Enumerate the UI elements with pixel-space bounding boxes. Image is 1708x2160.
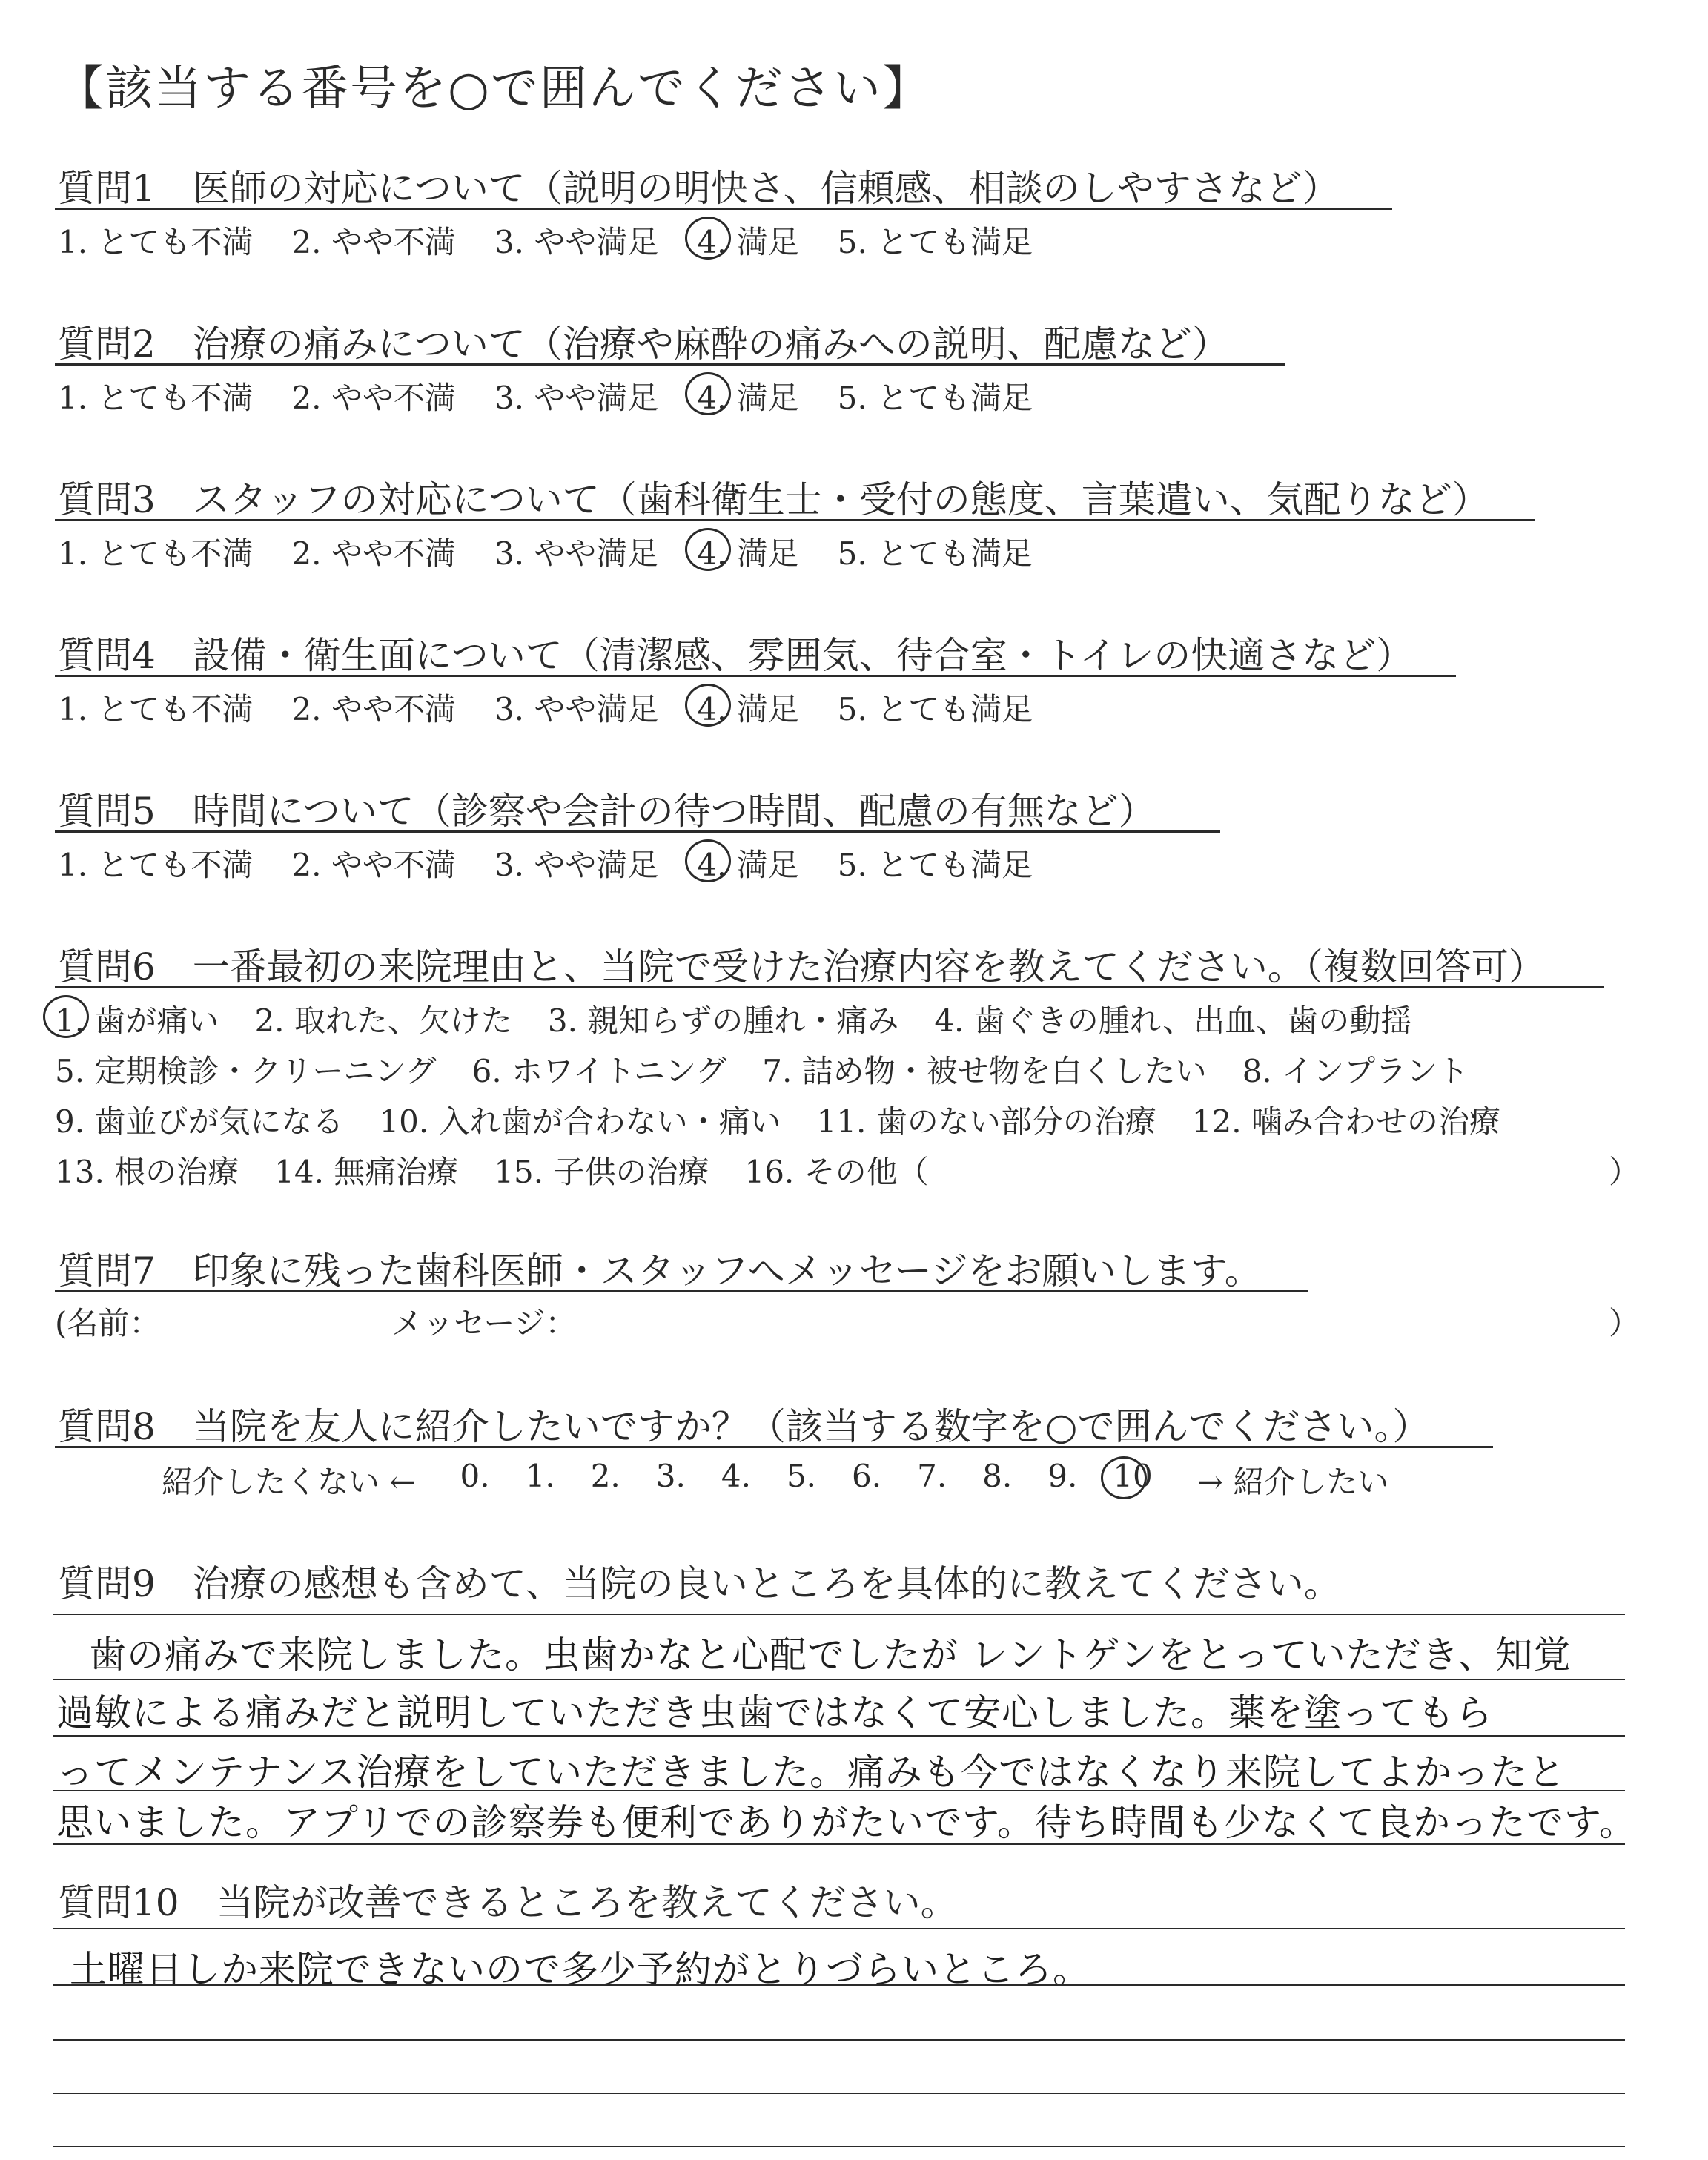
- q1-option-3[interactable]: 3. やや満足: [494, 224, 659, 260]
- q2-option-5[interactable]: 5. とても満足: [837, 380, 1033, 416]
- q8-underline: [55, 1446, 1493, 1448]
- q6-option-6[interactable]: 6. ホワイトニング: [471, 1053, 727, 1089]
- q8-score-1[interactable]: 1.: [525, 1458, 555, 1494]
- q6-option-13[interactable]: 13. 根の治療: [55, 1154, 239, 1190]
- q8-title: 質問8 当院を友人に紹介したいですか？（該当する数字を○で囲んでください。）: [58, 1405, 1430, 1448]
- q6-row-3: [55, 1097, 1536, 1142]
- q10-title: 質問10 当院が改善できるところを教えてください。: [58, 1881, 958, 1924]
- q2-option-4-selected[interactable]: 4. 満足: [697, 374, 798, 418]
- q9-answer-line-1: 歯の痛みで来院しました。虫歯かなと心配でしたが レントゲンをとっていただき、知覚: [89, 1634, 1572, 1677]
- q4-underline: [55, 675, 1456, 677]
- q6-row-1: [55, 997, 1447, 1041]
- q8-score-0[interactable]: 0.: [460, 1458, 490, 1494]
- q9-answer-line-4: 思いました。アプリでの診察券も便利でありがたいです。待ち時間も少なくて良かったです。: [56, 1801, 1637, 1844]
- q8-left-label: 紹介したくない ←: [162, 1464, 416, 1500]
- q3-title: 質問3 スタッフの対応について（歯科衛生士・受付の態度、言葉遣い、気配りなど）: [58, 478, 1489, 521]
- q5-option-1[interactable]: 1. とても不満: [58, 847, 254, 883]
- q10-answer-line-1: 土曜日しか来院できないので多少予約がとりづらいところ。: [70, 1948, 1090, 1991]
- q6-other-close: ）: [1609, 1154, 1641, 1190]
- q3-option-2[interactable]: 2. やや不満: [291, 535, 456, 572]
- q8-score-6[interactable]: 6.: [852, 1458, 882, 1494]
- q3-option-4-selected[interactable]: 4. 満足: [697, 529, 798, 574]
- q8-score-5[interactable]: 5.: [786, 1458, 817, 1494]
- q5-options: [58, 841, 1071, 885]
- q10-line-1: [53, 1984, 1625, 1986]
- q1-underline: [55, 208, 1392, 210]
- q5-option-4-selected[interactable]: 4. 満足: [697, 841, 798, 885]
- q6-underline: [55, 986, 1604, 988]
- q10-line-top: [53, 1928, 1625, 1929]
- q8-right-label: → 紹介したい: [1196, 1464, 1389, 1500]
- q1-option-5[interactable]: 5. とても満足: [837, 224, 1033, 260]
- q7-title: 質問7 印象に残った歯科医師・スタッフへメッセージをお願いします。: [58, 1249, 1262, 1292]
- q8-score-3[interactable]: 3.: [655, 1458, 686, 1494]
- q6-option-16[interactable]: 16. その他（: [744, 1154, 929, 1190]
- q3-options: [58, 529, 1071, 574]
- q3-option-5[interactable]: 5. とても満足: [837, 535, 1033, 572]
- q4-title: 質問4 設備・衛生面について（清潔感、雰囲気、待合室・トイレの快適さなど）: [58, 634, 1414, 677]
- q9-line-top: [53, 1614, 1625, 1615]
- q6-option-5[interactable]: 5. 定期検診・クリーニング: [55, 1053, 437, 1089]
- q6-option-2[interactable]: 2. 取れた、欠けた: [254, 1003, 512, 1039]
- q4-option-2[interactable]: 2. やや不満: [291, 691, 456, 727]
- q9-line-3: [53, 1790, 1625, 1791]
- q2-options: [58, 374, 1071, 418]
- q9-title: 質問9 治療の感想も含めて、当院の良いところを具体的に教えてください。: [58, 1562, 1341, 1605]
- q7-underline: [55, 1290, 1308, 1292]
- q10-line-2: [53, 2039, 1625, 2041]
- q8-score-8[interactable]: 8.: [982, 1458, 1013, 1494]
- q2-option-1[interactable]: 1. とても不満: [58, 380, 254, 416]
- q9-line-1: [53, 1679, 1625, 1680]
- q1-option-1[interactable]: 1. とても不満: [58, 224, 254, 260]
- q8-score-2[interactable]: 2.: [590, 1458, 620, 1494]
- q6-option-11[interactable]: 11. 歯のない部分の治療: [816, 1103, 1156, 1140]
- q6-option-1-selected[interactable]: 1. 歯が痛い: [55, 997, 219, 1041]
- q9-line-4: [53, 1843, 1625, 1845]
- q9-answer-line-2: 過敏による痛みだと説明していただき虫歯ではなくて安心しました。薬を塗ってもら: [56, 1691, 1493, 1734]
- q3-underline: [55, 519, 1535, 521]
- q10-line-4: [53, 2146, 1625, 2147]
- q2-option-2[interactable]: 2. やや不満: [291, 380, 456, 416]
- q6-row-2: [55, 1047, 1504, 1091]
- q6-option-10[interactable]: 10. 入れ歯が合わない・痛い: [379, 1103, 781, 1140]
- q6-option-4[interactable]: 4. 歯ぐきの腫れ、出血、歯の動揺: [934, 1003, 1412, 1039]
- q4-option-5[interactable]: 5. とても満足: [837, 691, 1033, 727]
- q3-option-1[interactable]: 1. とても不満: [58, 535, 254, 572]
- q5-option-2[interactable]: 2. やや不満: [291, 847, 456, 883]
- q7-close: ）: [1609, 1305, 1641, 1341]
- q6-option-15[interactable]: 15. 子供の治療: [494, 1154, 709, 1190]
- q8-score-9[interactable]: 9.: [1047, 1458, 1078, 1494]
- q6-option-14[interactable]: 14. 無痛治療: [274, 1154, 459, 1190]
- q4-option-1[interactable]: 1. とても不満: [58, 691, 254, 727]
- q1-options: [58, 218, 1071, 262]
- q6-option-7[interactable]: 7. 詰め物・被せ物を白くしたい: [762, 1053, 1207, 1089]
- q1-option-2[interactable]: 2. やや不満: [291, 224, 456, 260]
- q1-title: 質問1 医師の対応について（説明の明快さ、信頼感、相談のしやすさなど）: [58, 167, 1340, 210]
- form-heading: 【該当する番号を○で囲んでください】: [56, 62, 931, 116]
- q2-underline: [55, 363, 1285, 366]
- q6-option-8[interactable]: 8. インプラント: [1242, 1053, 1469, 1089]
- q6-option-3[interactable]: 3. 親知らずの腫れ・痛み: [547, 1003, 899, 1039]
- q8-scale: [162, 1458, 1424, 1502]
- q6-row-4: [55, 1148, 964, 1192]
- q4-option-4-selected[interactable]: 4. 満足: [697, 685, 798, 730]
- q6-title: 質問6 一番最初の来院理由と、当院で受けた治療内容を教えてください。（複数回答可）: [58, 945, 1546, 988]
- q7-message-label: メッセージ：: [391, 1305, 577, 1341]
- q6-option-9[interactable]: 9. 歯並びが気になる: [55, 1103, 344, 1140]
- q4-options: [58, 685, 1071, 730]
- q8-score-7[interactable]: 7.: [917, 1458, 947, 1494]
- q6-option-12[interactable]: 12. 噛み合わせの治療: [1191, 1103, 1500, 1140]
- q10-line-3: [53, 2093, 1625, 2094]
- q5-option-3[interactable]: 3. やや満足: [494, 847, 659, 883]
- q4-option-3[interactable]: 3. やや満足: [494, 691, 659, 727]
- q5-option-5[interactable]: 5. とても満足: [837, 847, 1033, 883]
- q9-answer-line-3: ってメンテナンス治療をしていただきました。痛みも今ではなくなり来院してよかったと: [56, 1751, 1566, 1794]
- q8-score-4[interactable]: 4.: [721, 1458, 751, 1494]
- q5-title: 質問5 時間について（診察や会計の待つ時間、配慮の有無など）: [58, 790, 1156, 833]
- q1-option-4-selected[interactable]: 4. 満足: [697, 218, 798, 262]
- q2-option-3[interactable]: 3. やや満足: [494, 380, 659, 416]
- q2-title: 質問2 治療の痛みについて（治療や麻酔の痛みへの説明、配慮など）: [58, 323, 1229, 366]
- q9-line-2: [53, 1735, 1625, 1737]
- q3-option-3[interactable]: 3. やや満足: [494, 535, 659, 572]
- q7-name-label: (名前：: [55, 1305, 161, 1341]
- q8-score-10-selected[interactable]: 10: [1113, 1458, 1152, 1502]
- q5-underline: [55, 830, 1220, 833]
